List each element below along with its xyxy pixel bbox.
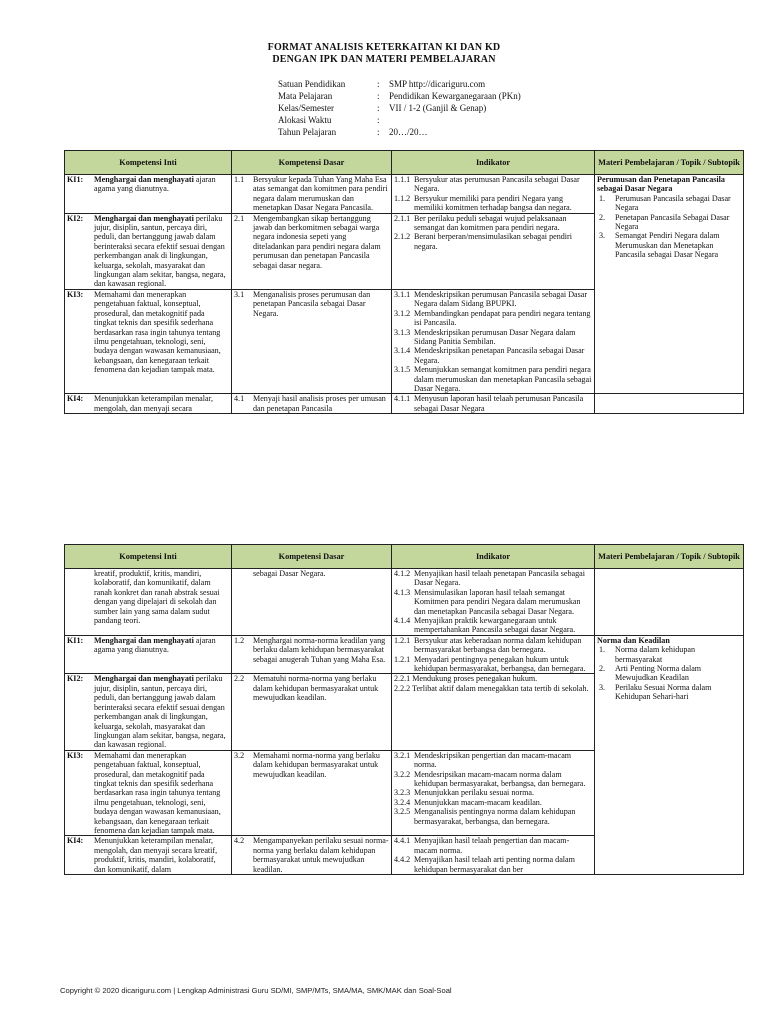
ki-cell: [65, 569, 232, 636]
info-value: 20…/20…: [389, 127, 428, 137]
kd-item: [234, 636, 389, 664]
indikator-item: [394, 328, 592, 347]
ki-code: KI3:: [67, 289, 84, 299]
ki-item: [67, 751, 229, 836]
kd-cell: [232, 289, 392, 393]
indikator-text: 2.2.2 Terlibat aktif dalam menegakkan tata tertib di sekolah.: [394, 683, 589, 693]
materi-text: Penetapan Pancasila Sebagai Dasar Negara: [615, 212, 730, 232]
materi-item: [597, 664, 741, 683]
ki-emphasis: Menghargai dan menghayati: [94, 674, 194, 684]
ki-body: ajaran agama yang dianutnya.: [94, 175, 216, 194]
ki-item: [67, 674, 229, 749]
kd-text: Menyaji hasil analisis proses per umusan dan penetapan Pancasila: [253, 394, 386, 413]
kd-text: Menghargai norma-norma keadilan yang berlaku dalam kehidupan bermasyarakat sebagai anugerah Tuhan yang Maha Esa.: [253, 635, 386, 664]
indikator-item: [394, 175, 592, 194]
info-row: Kelas/Semester : VII / 1-2 (Ganjil & Genap): [278, 103, 487, 113]
indikator-number: 1.1.1: [394, 175, 411, 184]
indikator-item: [394, 655, 592, 674]
ki-code: KI3:: [67, 750, 84, 760]
info-row: Alokasi Waktu :: [278, 115, 380, 125]
indikator-number: 3.1.3: [394, 327, 411, 337]
kd-text: sebagai Dasar Negara.: [253, 569, 326, 578]
document-subtitle: DENGAN IPK DAN MATERI PEMBELAJARAN: [272, 54, 496, 65]
indikator-text: Mendeskripsikan perumusan Pancasila sebagai Dasar Negara dalam Sidang BPUPKI.: [414, 289, 588, 309]
kd-number: 2.2: [234, 674, 245, 684]
kd-text: Mengembangkan sikap bertanggung jawab dan berkomitmen sebagai warga negara indonesia sepeti yang diteladankan para pendiri negara dalam perumusan dan penetapan Pancasila sebagai dasar negara.: [253, 213, 381, 270]
indikator-number: 1.2.1: [394, 635, 411, 645]
kd-item: [234, 569, 389, 578]
kd-item: [234, 674, 389, 702]
materi-cell: [595, 569, 744, 636]
ki-cell: [65, 175, 232, 214]
ki-text: [94, 290, 229, 375]
indikator-item: [394, 309, 592, 328]
indikator-number: 4.1.1: [394, 394, 411, 404]
indikator-item: [394, 855, 592, 874]
ki-body: Memahami dan menerapkan pengetahuan faktual, konseptual, prosedural, dan metakognitif pada tingkat teknis dan spesifik sederhana berdasarkan rasa ingin tahunya tentang ilmu pengetahuan, teknologi, seni, budaya dengan wawasan kemanusiaan, kebangsaan, dan kenegaraan terkait fenomena dan kejadian tampak mata.: [94, 289, 221, 375]
info-value: SMP http://dicariguru.com: [389, 79, 486, 89]
kd-cell: [232, 635, 392, 674]
materi-text: Arti Penting Norma dalam Mewujudkan Keadilan: [615, 664, 702, 683]
indikator-item: [394, 394, 592, 413]
indikator-text: Menyajikan praktik kewarganegaraan untuk mempertahankan Pancasila sebagai dasar Negara.: [414, 616, 576, 635]
indikator-item: [394, 232, 592, 251]
indikator-item: [394, 616, 592, 635]
kd-number: 1.2: [234, 635, 245, 645]
ki-item: [67, 394, 229, 413]
materi-item: [597, 231, 741, 259]
kd-item: [234, 214, 389, 270]
info-row: Satuan Pendidikan : SMP http://dicariguru.com: [278, 79, 486, 89]
indikator-item: [394, 788, 592, 797]
indikator-cell: [392, 289, 595, 393]
kd-text: Bersyukur kepada Tuhan Yang Maha Esa atas semangat dan komitmen para pendiri negara dalam merumuskan dan menetapkan Dasar Negara Pancasila.: [253, 175, 388, 213]
header-indikator: Indikator: [392, 545, 595, 569]
ki-cell: [65, 674, 232, 750]
indikator-number: 1.1.2: [394, 193, 411, 203]
indikator-text: Menyajikan hasil telaah pengertian dan macam-macam norma.: [414, 836, 570, 855]
ki-code: KI1:: [67, 635, 84, 645]
kd-text: Memahami norma-norma yang berlaku dalam kehidupan bermasyarakat untuk mewujudkan keadilan.: [253, 750, 380, 779]
kd-text: Mematuhi norma-norma yang berlaku dalam kehidupan bermasyarakat untuk mewujudkan keadilan.: [253, 674, 379, 703]
materi-number: 3.: [599, 231, 606, 241]
indikator-number: 4.1.2: [394, 569, 411, 578]
kd-number: 3.1: [234, 289, 245, 299]
table-row: [65, 569, 744, 636]
indikator-cell: [392, 750, 595, 836]
ki-body: perilaku jujur, disiplin, santun, percaya diri, peduli, dan bertanggung jawab dalam berinteraksi secara efektif sesuai dengan perkembangan anak di lingkungan, keluarga, sekolah, masyarakat dan lingkungan alam sekitar, bangsa, negara, dan kawasan regional.: [94, 213, 226, 289]
indikator-item: [394, 588, 592, 616]
ki-text: [94, 836, 229, 874]
materi-heading: Norma dan Keadilan: [597, 635, 670, 645]
indikator-cell: [392, 213, 595, 289]
kd-cell: [232, 394, 392, 414]
kd-number: 2.1: [234, 213, 245, 223]
info-label: Satuan Pendidikan: [278, 79, 346, 89]
indikator-text: Menyajikan hasil telaah penetapan Pancasila sebagai Dasar Negara.: [414, 569, 586, 588]
header-indikator: Indikator: [392, 151, 595, 175]
indikator-item: [394, 569, 592, 588]
indikator-number: 1.2.1: [394, 654, 411, 664]
indikator-cell: [392, 394, 595, 414]
indikator-text: 2.2.1 Mendukung proses penegakan hukum.: [394, 674, 538, 684]
ki-text: [94, 394, 229, 413]
indikator-item: [394, 684, 592, 693]
indikator-number: 4.4.1: [394, 836, 411, 846]
indikator-text: Bersyukur memiliki para pendiri Negara yang memiliki komitmen terhadap bangsa dan negara.: [414, 193, 572, 213]
ki-body: kreatif, produktif, kritis, mandiri, kolaboratif, dan komunikatif, dalam ranah konkret dan ranah abstrak sesuai dengan yang dipelajari di sekolah dan sumber lain yang sama dalam sudut pandang teori.: [94, 569, 220, 626]
indikator-text: Menyadari pentingnya penegakan hukum untuk kehidupan bermasyarakat, berbangsa, dan bernegara.: [414, 654, 586, 674]
kd-cell: [232, 175, 392, 214]
header-kompetensi-inti: Kompetensi Inti: [65, 545, 232, 569]
materi-text: Perumusan Pancasila sebagai Dasar Negara: [615, 193, 731, 213]
indikator-text: Menunjukkan perilaku sesuai norma.: [414, 788, 535, 798]
indikator-item: [394, 836, 592, 855]
kd-item: [234, 394, 389, 413]
indikator-number: 4.4.2: [394, 855, 411, 865]
kd-number: 1.1: [234, 175, 245, 184]
ki-code: KI2:: [67, 213, 84, 223]
indikator-item: [394, 290, 592, 309]
indikator-item: [394, 674, 592, 683]
materi-number: 2.: [599, 664, 606, 674]
header-kompetensi-dasar: Kompetensi Dasar: [232, 151, 392, 175]
indikator-number: 3.1.1: [394, 289, 411, 299]
ki-code: KI1:: [67, 175, 84, 184]
ki-emphasis: Menghargai dan menghayati: [94, 635, 194, 645]
indikator-text: Bersyukur atas keberadaan norma dalam kehidupan bermasyarakat berbangsa dan bernegara.: [414, 635, 582, 655]
materi-cell: [595, 175, 744, 394]
ki-cell: [65, 750, 232, 836]
ki-item: [67, 569, 229, 625]
ki-body: Menunjukkan keterampilan menalar, mengolah, dan menyaji secara: [94, 394, 214, 413]
materi-number: 1.: [599, 645, 606, 655]
ki-code: [67, 569, 94, 625]
indikator-text: Mendesripsikan macam-macam norma dalam kehidupan bermasyarakat, berbangsa, dan bernegara.: [414, 769, 586, 788]
indikator-cell: [392, 175, 595, 214]
ki-cell: [65, 289, 232, 393]
ki-body: Menunjukkan keterampilan menalar, mengolah, dan menyaji secara kreatif, produktif, kritis, mandiri, kolaboratif, dan komunikatif, dalam: [94, 836, 218, 874]
indikator-number: 3.2.3: [394, 788, 411, 798]
identity-block: [278, 78, 521, 138]
indikator-cell: [392, 569, 595, 636]
materi-cell: [595, 635, 744, 874]
ki-emphasis: Menghargai dan menghayati: [94, 175, 194, 184]
indikator-item: [394, 365, 592, 393]
kd-text: Mengampanyekan perilaku sesuai norma-norma yang berlaku dalam kehidupan bermasyarakat untuk mewujudkan keadilan.: [253, 836, 389, 874]
indikator-number: 2.1.1: [394, 213, 411, 223]
page-footer: Copyright © 2020 dicariguru.com | Lengkap Administrasi Guru SD/MI, SMP/MTs, SMA/MA, SMK/MAK dan Soal-Soal: [60, 986, 452, 995]
materi-cell: [595, 394, 744, 414]
ki-cell: [65, 213, 232, 289]
indikator-text: Bersyukur atas perumusan Pancasila sebagai Dasar Negara.: [414, 175, 580, 194]
ki-item: [67, 214, 229, 289]
indikator-item: [394, 807, 592, 826]
table-row: [65, 175, 744, 214]
header-kompetensi-inti: Kompetensi Inti: [65, 151, 232, 175]
materi-text: Perilaku Sesuai Norma dalam Kehidupan Sehari-hari: [615, 682, 712, 702]
materi-item: [597, 194, 741, 213]
ki-cell: [65, 635, 232, 674]
indikator-text: Ber perilaku peduli sebagai wujud pelaksanaan semangat dan komitmen para pendiri negara.: [414, 213, 567, 233]
ki-code: KI4:: [67, 836, 84, 846]
materi-number: 2.: [599, 212, 606, 222]
indikator-number: 3.2.5: [394, 807, 411, 817]
indikator-item: [394, 636, 592, 655]
ki-item: [67, 175, 229, 194]
analysis-table-page-1: [64, 150, 744, 414]
indikator-text: Menunjukkan macam-macam keadilan.: [414, 797, 542, 807]
indikator-text: Membandingkan pendapat para pendiri negara tentang isi Pancasila.: [414, 308, 591, 328]
ki-body: perilaku jujur, disiplin, santun, percaya diri, peduli, dan bertanggung jawab dalam berinteraksi secara efektif sesuai dengan perkembangan anak di lingkungan, keluarga, sekolah, masyarakat dan lingkungan alam sekitar, bangsa, negara, dan kawasan regional.: [94, 674, 226, 750]
indikator-text: Berani berperan/mensimulasikan sebagai pendiri negara.: [414, 232, 572, 251]
indikator-number: 3.1.5: [394, 365, 411, 375]
ki-text: [94, 175, 229, 194]
ki-cell: [65, 836, 232, 875]
header-materi: Materi Pembelajaran / Topik / Subtopik: [595, 151, 744, 175]
ki-text: [94, 636, 229, 655]
kd-item: [234, 175, 389, 213]
table-row: [65, 394, 744, 414]
ki-cell: [65, 394, 232, 414]
indikator-item: [394, 798, 592, 807]
indikator-cell: [392, 674, 595, 750]
indikator-item: [394, 770, 592, 789]
header-materi: Materi Pembelajaran / Topik / Subtopik: [595, 545, 744, 569]
indikator-text: Menyajikan hasil telaah arti penting norma dalam kehidupan bermasyarakat dan ber: [414, 855, 575, 874]
info-label: Tahun Pelajaran: [278, 127, 337, 137]
ki-emphasis: Menghargai dan menghayati: [94, 213, 194, 223]
indikator-text: Menganalisis pentingnya norma dalam kehidupan bermasyarakat, berbangsa, dan bernegara.: [414, 807, 576, 826]
ki-item: [67, 636, 229, 655]
ki-body: Memahami dan menerapkan pengetahuan faktual, konseptual, prosedural, dan metakognitif pada tingkat teknis dan spesifik sederhana berdasarkan rasa ingin tahunya tentang ilmu pengetahuan, teknologi, seni, budaya dengan wawasan kemanusiaan, kebangsaan, dan kenegaraan terkait fenomena dan kejadian tampak mata.: [94, 750, 221, 835]
kd-item: [234, 836, 389, 874]
indikator-cell: [392, 836, 595, 875]
info-row: Mata Pelajaran : Pendidikan Kewarganegaraan (PKn): [278, 91, 521, 101]
table-row: [65, 635, 744, 674]
header-kompetensi-dasar: Kompetensi Dasar: [232, 545, 392, 569]
materi-item: [597, 645, 741, 664]
kd-text: Menganalisis proses perumusan dan penetapan Pancasila sebagai Dasar Negara.: [253, 289, 371, 318]
info-value: Pendidikan Kewarganegaraan (PKn): [389, 91, 521, 101]
kd-cell: [232, 836, 392, 875]
kd-number: 4.1: [234, 394, 245, 404]
ki-text: [94, 214, 229, 289]
kd-number: 4.2: [234, 836, 245, 846]
indikator-number: 3.2.2: [394, 769, 411, 779]
info-row: Tahun Pelajaran : 20…/20…: [278, 127, 428, 137]
indikator-number: 2.1.2: [394, 232, 411, 242]
materi-number: 1.: [599, 193, 606, 203]
info-label: Mata Pelajaran: [278, 91, 333, 101]
kd-number: [234, 569, 253, 578]
kd-item: [234, 290, 389, 318]
materi-item: [597, 683, 741, 702]
indikator-item: [394, 214, 592, 233]
indikator-cell: [392, 635, 595, 674]
ki-body: ajaran agama yang dianutnya.: [94, 635, 216, 655]
indikator-item: [394, 346, 592, 365]
ki-item: [67, 836, 229, 874]
ki-code: KI2:: [67, 674, 84, 684]
info-label: Kelas/Semester: [278, 103, 334, 113]
ki-text: [94, 674, 229, 749]
kd-cell: [232, 569, 392, 636]
indikator-text: Menunjukkan semangat komitmen para pendiri negara dalam merumuskan dan menetapkan Pancasila sebagai Dasar Negara.: [414, 365, 592, 393]
materi-item: [597, 213, 741, 232]
indikator-text: Menyusun laporan hasil telaah perumusan Pancasila sebagai Dasar Negara: [414, 394, 584, 413]
kd-cell: [232, 213, 392, 289]
indikator-text: Mendeskripsikan perumusan Dasar Negara dalam Sidang Panitia Sembilan.: [414, 327, 576, 346]
ki-text: [94, 751, 229, 836]
analysis-table-page-2: [64, 544, 744, 875]
indikator-text: Mendeskripsikan penetapan Pancasila sebagai Dasar Negara.: [414, 346, 585, 365]
ki-code: KI4:: [67, 394, 84, 404]
kd-number: 3.2: [234, 750, 245, 760]
indikator-item: [394, 751, 592, 770]
document-title: FORMAT ANALISIS KETERKAITAN KI DAN KD: [267, 42, 501, 53]
indikator-number: 4.1.4: [394, 616, 411, 626]
ki-item: [67, 290, 229, 375]
indikator-number: 3.1.2: [394, 308, 411, 318]
kd-cell: [232, 674, 392, 750]
materi-number: 3.: [599, 682, 606, 692]
kd-item: [234, 751, 389, 779]
materi-text: Norma dalam kehidupan bermasyarakat: [615, 645, 696, 664]
indikator-number: 3.2.4: [394, 797, 411, 807]
indikator-text: Mendeskripsikan pengertian dan macam-macam norma.: [414, 750, 572, 770]
kd-cell: [232, 750, 392, 836]
materi-text: Semangat Pendiri Negara dalam Merumuskan dan Menetapkan Pancasila sebagai Dasar Negara: [615, 231, 720, 260]
indikator-item: [394, 194, 592, 213]
indikator-number: 4.1.3: [394, 587, 411, 597]
materi-heading: Perumusan dan Penetapan Pancasila sebagai Dasar Negara: [597, 175, 725, 194]
indikator-number: 3.2.1: [394, 750, 411, 760]
indikator-text: Mensimulasikan laporan hasil telaah semangat Komitmen para pendiri Negara dalam merumuskan dan menetapkan Pancasila sebagai Dasar Negara.: [414, 587, 581, 616]
info-value: VII / 1-2 (Ganjil & Genap): [389, 103, 487, 113]
info-label: Alokasi Waktu: [278, 115, 332, 125]
indikator-number: 3.1.4: [394, 346, 411, 356]
ki-text: [94, 569, 229, 625]
